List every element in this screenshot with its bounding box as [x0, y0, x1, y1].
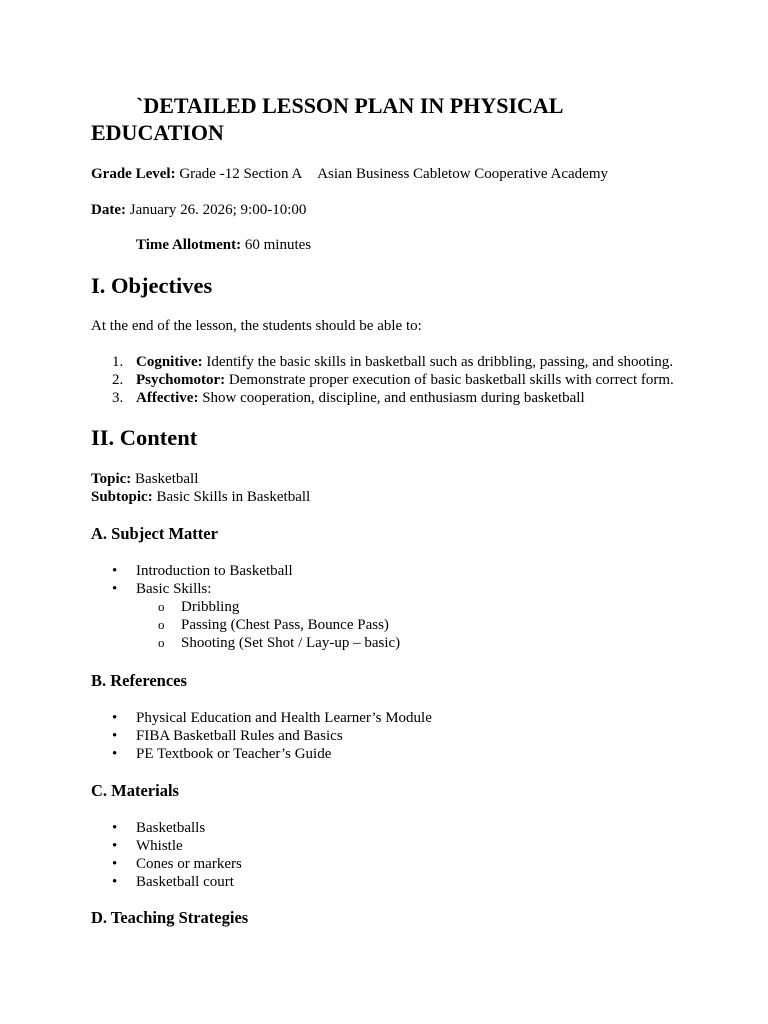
- list-item: [91, 727, 432, 745]
- subject-matter-heading: A. Subject Matter: [91, 524, 218, 543]
- subbullet-glyph: o: [158, 599, 165, 614]
- objectives-list: [91, 353, 674, 407]
- objective-number: 3.: [112, 390, 124, 406]
- teaching-strategies-heading: D. Teaching Strategies: [91, 908, 249, 927]
- objective-item: [91, 371, 674, 389]
- grade-level-line: [91, 165, 608, 183]
- subtopic-line: [91, 488, 310, 506]
- subbullet-glyph: o: [158, 617, 165, 632]
- school-name: Asian Business Cabletow Cooperative Academy: [317, 166, 608, 182]
- references-list: [91, 709, 432, 763]
- list-item-text: FIBA Basketball Rules and Basics: [136, 728, 343, 744]
- topic-label: Topic:: [91, 471, 132, 487]
- sublist-item-text: Shooting (Set Shot / Lay-up – basic): [181, 635, 401, 651]
- objectives-heading: I. Objectives: [91, 273, 213, 298]
- bullet-glyph: •: [112, 874, 118, 890]
- references-heading: B. References: [91, 671, 187, 690]
- bullet-glyph: •: [112, 728, 118, 744]
- list-item: [91, 745, 432, 763]
- subtopic-value: Basic Skills in Basketball: [152, 489, 311, 505]
- grade-level-label: Grade Level:: [91, 166, 176, 182]
- bullet-glyph: •: [112, 710, 118, 726]
- objective-item: [91, 353, 674, 371]
- objective-number: 1.: [112, 354, 124, 370]
- materials-heading: C. Materials: [91, 781, 179, 800]
- materials-list: [91, 819, 242, 891]
- sublist-item: [136, 634, 400, 652]
- content-heading: II. Content: [91, 425, 198, 450]
- bullet-glyph: •: [112, 746, 118, 762]
- objective-text: Demonstrate proper execution of basic basketball skills with correct form.: [225, 372, 674, 388]
- time-allotment-line: [136, 236, 311, 254]
- objectives-intro: At the end of the lesson, the students should be able to:: [91, 318, 422, 334]
- list-item-text: Basketball court: [136, 874, 234, 890]
- sublist-item: [136, 598, 400, 616]
- list-item: [91, 873, 242, 891]
- basic-skills-sublist: [136, 598, 400, 652]
- list-item: [91, 580, 400, 652]
- list-item: [91, 855, 242, 873]
- list-item: [91, 819, 242, 837]
- topic-line: [91, 470, 198, 488]
- document-title: `DETAILED LESSON PLAN IN PHYSICAL EDUCATION: [91, 93, 563, 145]
- list-item-text: Basketballs: [136, 820, 206, 836]
- subtopic-label: Subtopic:: [91, 489, 153, 505]
- list-item: [91, 562, 400, 580]
- bullet-glyph: •: [112, 563, 118, 579]
- time-allotment-value: 60 minutes: [241, 237, 312, 253]
- list-item-text: Introduction to Basketball: [136, 563, 293, 579]
- bullet-glyph: •: [112, 856, 118, 872]
- time-allotment-label: Time Allotment:: [136, 237, 242, 253]
- sublist-item-text: Passing (Chest Pass, Bounce Pass): [181, 617, 389, 633]
- bullet-glyph: •: [112, 838, 118, 854]
- objective-label: Psychomotor:: [136, 372, 226, 388]
- objective-number: 2.: [112, 372, 124, 388]
- objective-text: Show cooperation, discipline, and enthusiasm during basketball: [198, 390, 585, 406]
- date-label: Date:: [91, 202, 126, 218]
- list-item-text: Whistle: [136, 838, 183, 854]
- objective-label: Affective:: [136, 390, 199, 406]
- topic-value: Basketball: [131, 471, 199, 487]
- objective-label: Cognitive:: [136, 354, 203, 370]
- date-line: [91, 201, 306, 219]
- sublist-item-text: Dribbling: [181, 599, 240, 615]
- bullet-glyph: •: [112, 820, 118, 836]
- sublist-item: [136, 616, 400, 634]
- objective-item: [91, 389, 674, 407]
- list-item-text: Physical Education and Health Learner’s Module: [136, 710, 432, 726]
- grade-level-value: Grade -12 Section A: [175, 166, 303, 182]
- list-item-text: PE Textbook or Teacher’s Guide: [136, 746, 332, 762]
- subject-matter-list: [91, 562, 400, 652]
- subbullet-glyph: o: [158, 635, 165, 650]
- list-item: [91, 709, 432, 727]
- objective-text: Identify the basic skills in basketball such as dribbling, passing, and shooting.: [202, 354, 674, 370]
- bullet-glyph: •: [112, 581, 118, 597]
- list-item: [91, 837, 242, 855]
- list-item-text: Cones or markers: [136, 856, 242, 872]
- date-value: January 26. 2026; 9:00-10:00: [125, 202, 307, 218]
- list-item-text: Basic Skills:: [136, 581, 212, 597]
